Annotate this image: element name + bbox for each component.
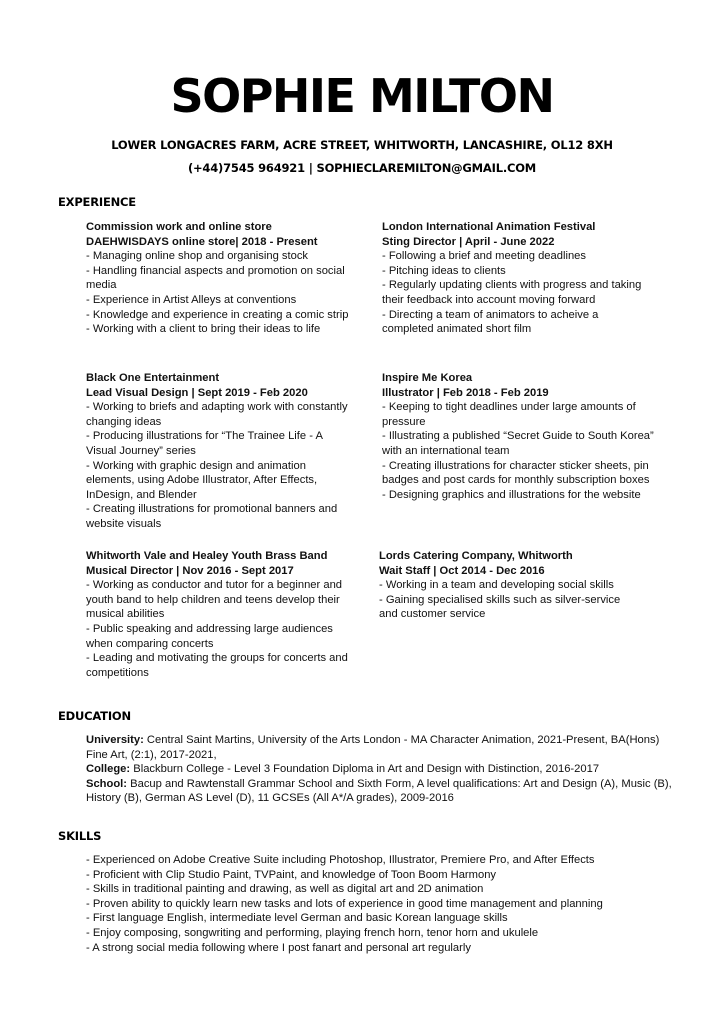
phone-email-line: (+44)7545 964921 | SOPHIECLAREMILTON@GMAIL.COM — [187, 161, 537, 175]
job-duty: - Knowledge and experience in creating a comic strip — [86, 308, 349, 321]
job-duty: - Pitching ideas to clients — [382, 264, 506, 277]
job-duty: - Producing illustrations for “The Trainee Life - A Visual Journey” series — [86, 430, 323, 457]
job-duty: - Designing graphics and illustrations for the website — [382, 488, 641, 501]
job-organisation: Black One Entertainment — [86, 372, 220, 384]
job-duties — [382, 249, 642, 337]
skill-item: - A strong social media following where I post fanart and personal art regularly — [86, 941, 471, 954]
job-duty: - Working with graphic design and animation elements, using Adobe Illustrator, After Effects, InDesign, and Blender — [86, 459, 318, 501]
job-role: Wait Staff | Oct 2014 - Dec 2016 — [379, 564, 545, 577]
college-details: Blackburn College - Level 3 Foundation Diploma in Art and Design with Distinction, 2016-2017 — [130, 763, 600, 776]
job-duty: - Gaining specialised skills such as silver-service and customer service — [379, 593, 621, 621]
job-duties — [382, 400, 662, 502]
skills-heading: SKILLS — [58, 829, 102, 843]
job-role: Sting Director | April - June 2022 — [382, 235, 555, 248]
job-duty: - Regularly updating clients with progress and taking their feedback into account moving forward — [382, 279, 642, 306]
skill-item: - Proficient with Clip Studio Paint, TVPaint, and knowledge of Toon Boom Harmony — [86, 868, 497, 881]
job-duties — [379, 578, 641, 622]
job-duty: - Creating illustrations for character sticker sheets, pin badges and post cards for monthly subscription boxes — [382, 459, 650, 487]
job-organisation: London International Animation Festival — [382, 221, 596, 233]
skill-item: - Proven ability to quickly learn new tasks and lots of experience in good time management and planning — [86, 897, 603, 910]
experience-entry — [86, 371, 354, 532]
skill-item: - Skills in traditional painting and drawing, as well as digital art and 2D animation — [86, 883, 484, 896]
job-duty: - Leading and motivating the groups for concerts and competitions — [86, 652, 348, 679]
job-role: Musical Director | Nov 2016 - Sept 2017 — [86, 564, 294, 577]
university-label: University: — [86, 734, 144, 746]
job-organisation: Lords Catering Company, Whitworth — [379, 550, 573, 562]
job-organisation: Commission work and online store — [86, 221, 272, 233]
school-label: School: — [86, 777, 128, 790]
experience-entry — [379, 549, 641, 622]
job-duty: - Managing online shop and organising stock — [86, 250, 309, 263]
job-duty: - Directing a team of animators to acheive a completed animated short film — [382, 308, 599, 336]
job-duty: - Working with a client to bring their ideas to life — [86, 323, 321, 336]
experience-entry — [382, 220, 642, 337]
job-duty: - Illustrating a published “Secret Guide to South Korea” with an international team — [382, 430, 654, 457]
job-duty: - Working in a team and developing social skills — [379, 579, 614, 592]
skill-item: - Experienced on Adobe Creative Suite including Photoshop, Illustrator, Premiere Pro, and After Effects — [86, 854, 595, 866]
college-label: College: — [86, 763, 131, 776]
education-heading: EDUCATION — [58, 709, 131, 723]
job-role: Illustrator | Feb 2018 - Feb 2019 — [382, 386, 549, 399]
job-duty: - Following a brief and meeting deadlines — [382, 250, 586, 263]
job-duties — [86, 578, 358, 680]
job-duty: - Working as conductor and tutor for a beginner and youth band to help children and teens develop their musical abilities — [86, 579, 343, 621]
education-university — [86, 733, 676, 762]
school-details: Bacup and Rawtenstall Grammar School and Sixth Form, A level qualifications: Art and Design (A), Music (B), History (B), German AS Level (D), 11 GCSEs (All A*/A grades), 2009-2016 — [86, 777, 672, 805]
skills-list — [86, 853, 686, 955]
job-duty: - Experience in Artist Alleys at conventions — [86, 293, 297, 306]
skill-item: - Enjoy composing, songwriting and performing, playing french horn, tenor horn and ukulele — [86, 926, 539, 939]
job-role: DAEHWISDAYS online store| 2018 - Present — [86, 235, 318, 248]
job-duty: - Creating illustrations for promotional banners and website visuals — [86, 503, 338, 530]
education-college — [86, 762, 676, 777]
experience-heading: EXPERIENCE — [58, 195, 136, 209]
job-duty: - Public speaking and addressing large audiences when comparing concerts — [86, 622, 333, 650]
experience-entry — [86, 549, 358, 680]
address-line: LOWER LONGACRES FARM, ACRE STREET, WHITWORTH, LANCASHIRE, OL12 8XH — [111, 138, 613, 152]
job-organisation: Inspire Me Korea — [382, 372, 473, 384]
education-block — [86, 733, 676, 806]
job-duties — [86, 400, 354, 531]
job-duty: - Handling financial aspects and promotion on social media — [86, 264, 345, 292]
job-duties — [86, 249, 354, 337]
experience-entry — [382, 371, 662, 502]
job-duty: - Keeping to tight deadlines under large amounts of pressure — [382, 401, 636, 428]
job-organisation: Whitworth Vale and Healey Youth Brass Band — [86, 550, 328, 562]
university-details: Central Saint Martins, University of the Arts London - MA Character Animation, 2021-Present, BA(Hons) Fine Art, (2:1), 2017-2021, — [86, 734, 660, 761]
education-school — [86, 777, 676, 806]
job-role: Lead Visual Design | Sept 2019 - Feb 2020 — [86, 386, 308, 399]
candidate-name: SOPHIE MILTON — [170, 69, 554, 123]
job-duty: - Working to briefs and adapting work with constantly changing ideas — [86, 401, 348, 428]
skill-item: - First language English, intermediate level German and basic Korean language skills — [86, 912, 508, 925]
experience-entry — [86, 220, 354, 337]
